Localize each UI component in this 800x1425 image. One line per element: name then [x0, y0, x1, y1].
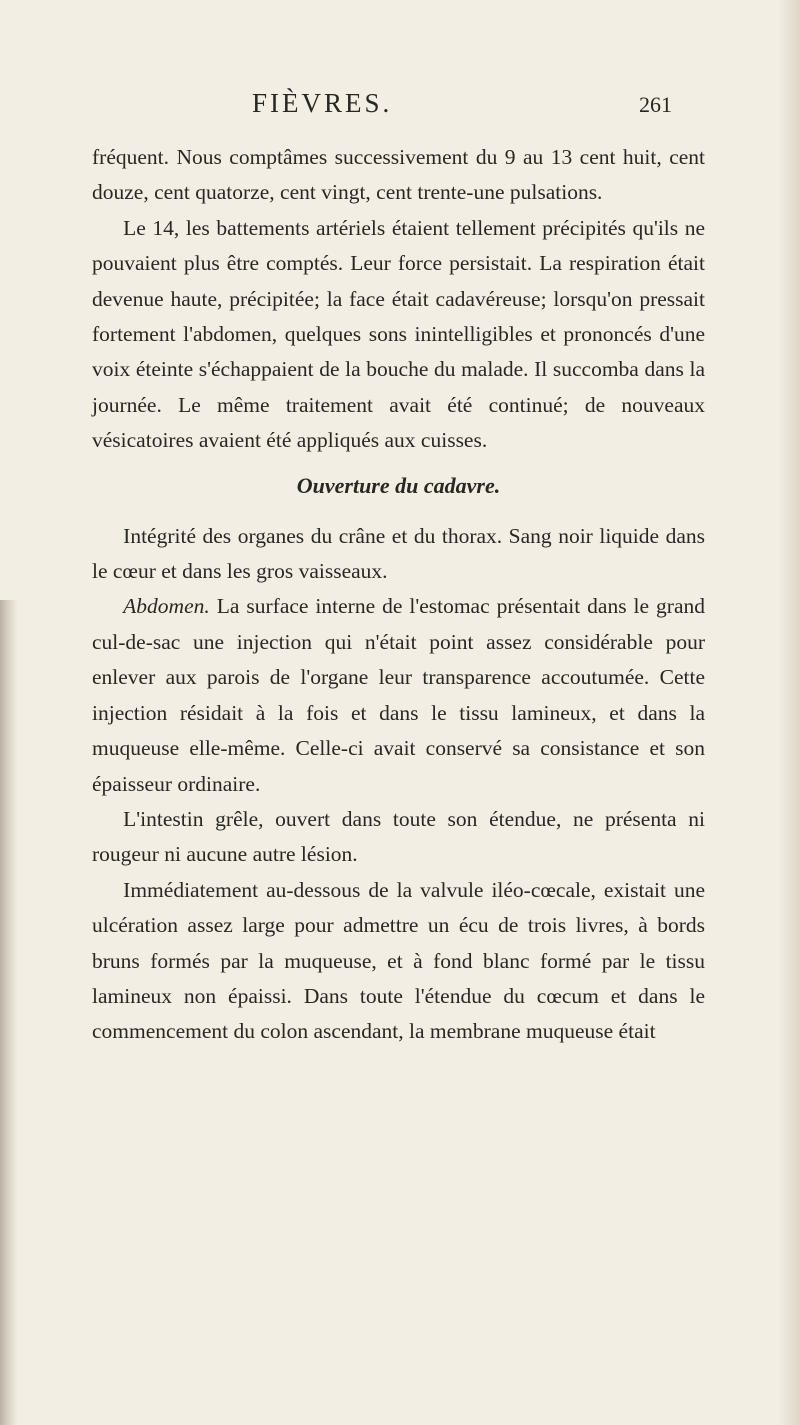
paragraph-lead: Abdomen.: [123, 594, 210, 619]
paragraph-abdomen: [92, 589, 705, 801]
paragraph-continued: fréquent. Nous comptâmes successivement du 9 au 13 cent huit, cent douze, cent quatorze, cent vingt, cent trente-une pulsations.: [92, 145, 705, 205]
paragraph-body: La surface interne de l'estomac présentait dans le grand cul-de-sac une injection qui n'était point assez considérable pour enlever aux parois de l'organe leur transparence accoutumée. Cette injection résidait à la fois et dans le tissu lamineux, et dans la muqueuse elle-même. Celle-ci avait conservé sa consistance et son épaisseur ordinaire.: [92, 594, 705, 796]
paragraph: Le 14, les battements artériels étaient tellement précipités qu'ils ne pouvaient plus être comptés. Leur force persistait. La respiration était devenue haute, précipitée; la face était cadavéreuse; lorsqu'on pressait fortement l'abdomen, quelques sons inintelligibles et prononcés d'une voix éteinte s'échappaient de la bouche du malade. Il succomba dans la journée. Le même traitement avait été continué; de nouveaux vésicatoires avaient été appliqués aux cuisses.: [92, 215, 705, 453]
paragraph: Immédiatement au-dessous de la valvule iléo-cœcale, existait une ulcération assez large pour admettre un écu de trois livres, à bords bruns formés par la muqueuse, et à fond blanc formé par le tissu lamineux non épaissi. Dans toute l'étendue du cœcum et dans le commencement du colon ascendant, la membrane muqueuse était: [92, 877, 705, 1044]
section-heading: Ouverture du cadavre.: [296, 472, 501, 498]
page-edge-shadow-left: [0, 600, 18, 1425]
running-head: [252, 88, 672, 128]
body-text: [92, 140, 705, 1050]
page-edge-shadow-right: [778, 0, 800, 1425]
paragraph: Intégrité des organes du crâne et du thorax. Sang noir liquide dans le cœur et dans les gros vaisseaux.: [92, 523, 705, 584]
page-title: FIÈVRES.: [252, 88, 393, 118]
paragraph: L'intestin grêle, ouvert dans toute son étendue, ne présenta ni rougeur ni aucune autre lésion.: [92, 806, 705, 867]
page-number: 261: [639, 92, 672, 117]
